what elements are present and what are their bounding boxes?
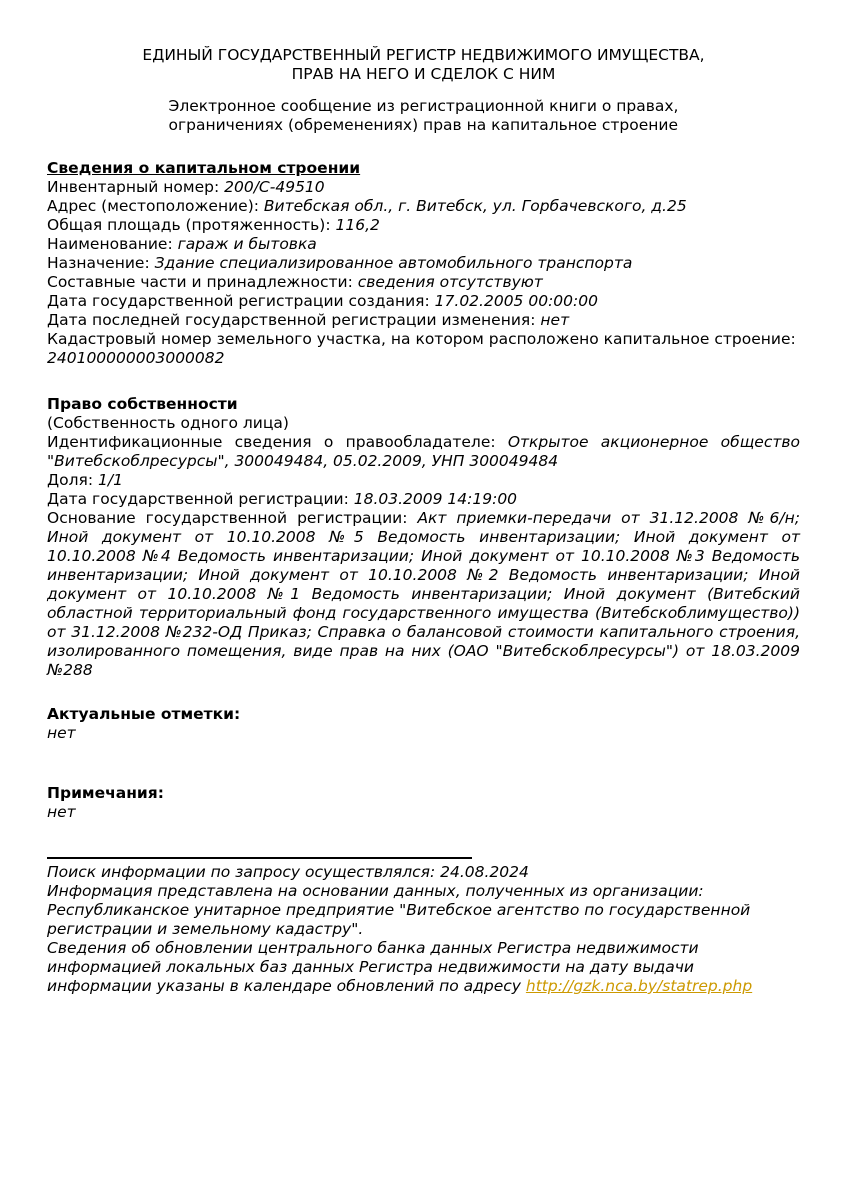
field-label: Составные части и принадлежности: [47,273,353,291]
field-last-change-reg-date [47,311,800,330]
section-heading-marks: Актуальные отметки: [47,705,241,723]
field-label: Основание государственной регистрации: [47,509,408,527]
field-label: Дата последней государственной регистрации изменения: [47,311,536,329]
section-heading-building: Сведения о капитальном строении [47,159,361,177]
field-label: Доля: [47,471,94,489]
field-address [47,197,800,216]
field-value: нет [540,311,570,329]
field-value: гараж и бытовка [177,235,317,253]
field-value: 18.03.2009 14:19:00 [353,490,518,508]
notes-value: нет [47,803,76,821]
field-value: Здание специализированное автомобильного транспорта [154,254,633,272]
section-building-info [47,159,800,368]
field-creation-reg-date [47,292,800,311]
field-rightsholder [47,433,800,471]
footer-source-org: Республиканское унитарное предприятие "Витебское агентство по государственной регистрации и земельному кадастру". [47,901,751,938]
section-ownership [47,395,800,680]
footer-divider-line [47,857,472,859]
field-value: 200/С-49510 [224,178,325,196]
document-subtitle-line-2: ограничениях (обременениях) прав на капитальное строение [168,116,679,134]
footer-search-date: Поиск информации по запросу осуществлялся: 24.08.2024 [47,863,529,881]
document-title [47,46,800,84]
field-value: Витебская обл., г. Витебск, ул. Горбачевского, д.25 [263,197,687,215]
field-label: Адрес (местоположение): [47,197,259,215]
field-share [47,471,800,490]
ownership-type-note: (Собственность одного лица) [47,414,289,432]
field-reg-basis [47,509,800,680]
calendar-link[interactable]: http://gzk.nca.by/statrep.php [525,977,753,995]
section-actual-marks [47,705,800,743]
field-value: Акт приемки-передачи от 31.12.2008 №6/н; Иной документ от 10.10.2008 №5 Ведомость инвентаризации; Иной документ от 10.10.2008 №4 Ведомость инвентаризации; Иной документ от 10.10.2008 №3 Ведомость инвентаризации; Иной документ от 10.10.2008 №2 Ведомость инвентаризации; Иной документ от 10.10.2008 №1 Ведомость инвентаризации; Иной документ (Витебский областной территориальный фонд государственного имущества (Витебскоблимущество)) от 31.12.2008 №232-ОД Приказ; Справка о балансовой стоимости капитального строения, изолированного помещения, виде прав на них (ОАО "Витебскоблресурсы") от 18.03.2009 №288 [47,509,800,679]
field-label: Общая площадь (протяженность): [47,216,331,234]
marks-value: нет [47,724,76,742]
field-value: 116,2 [335,216,380,234]
field-label: Идентификационные сведения о правообладателе: [47,433,496,451]
field-purpose [47,254,800,273]
field-cadastral-number [47,330,800,368]
field-label: Наименование: [47,235,173,253]
field-reg-date [47,490,800,509]
document-title-line-2: ПРАВ НА НЕГО И СДЕЛОК С НИМ [291,65,556,83]
section-notes [47,784,800,822]
field-label: Инвентарный номер: [47,178,220,196]
document-footer [47,857,800,996]
field-inventory-number [47,178,800,197]
field-value: Открытое акционерное общество "Витебскоблресурсы", 300049484, 05.02.2009, УНП 300049484 [47,433,800,470]
footer-update-info [47,939,800,996]
document-subtitle [169,97,679,135]
field-value: 240100000003000082 [47,349,225,367]
footer-source-intro: Информация представлена на основании данных, полученных из организации: [47,882,704,900]
document-title-line-1: ЕДИНЫЙ ГОСУДАРСТВЕННЫЙ РЕГИСТР НЕДВИЖИМОГО ИМУЩЕСТВА, [142,46,705,64]
field-value: 17.02.2005 00:00:00 [434,292,598,310]
field-name [47,235,800,254]
document-subtitle-line-1: Электронное сообщение из регистрационной книги о правах, [168,97,679,115]
section-heading-notes: Примечания: [47,784,164,802]
field-label: Кадастровый номер земельного участка, на котором расположено капитальное строение: [47,330,796,348]
field-total-area [47,216,800,235]
field-value: сведения отсутствуют [357,273,543,291]
field-label: Назначение: [47,254,150,272]
field-value: 1/1 [97,471,123,489]
footer-update-info-text: Сведения об обновлении центрального банка данных Регистра недвижимости информацией локальных баз данных Регистра недвижимости на дату выдачи информации указаны в календаре обновлений по адресу [47,939,699,995]
field-label: Дата государственной регистрации создания: [47,292,430,310]
section-heading-ownership: Право собственности [47,395,238,413]
field-components [47,273,800,292]
field-label: Дата государственной регистрации: [47,490,349,508]
